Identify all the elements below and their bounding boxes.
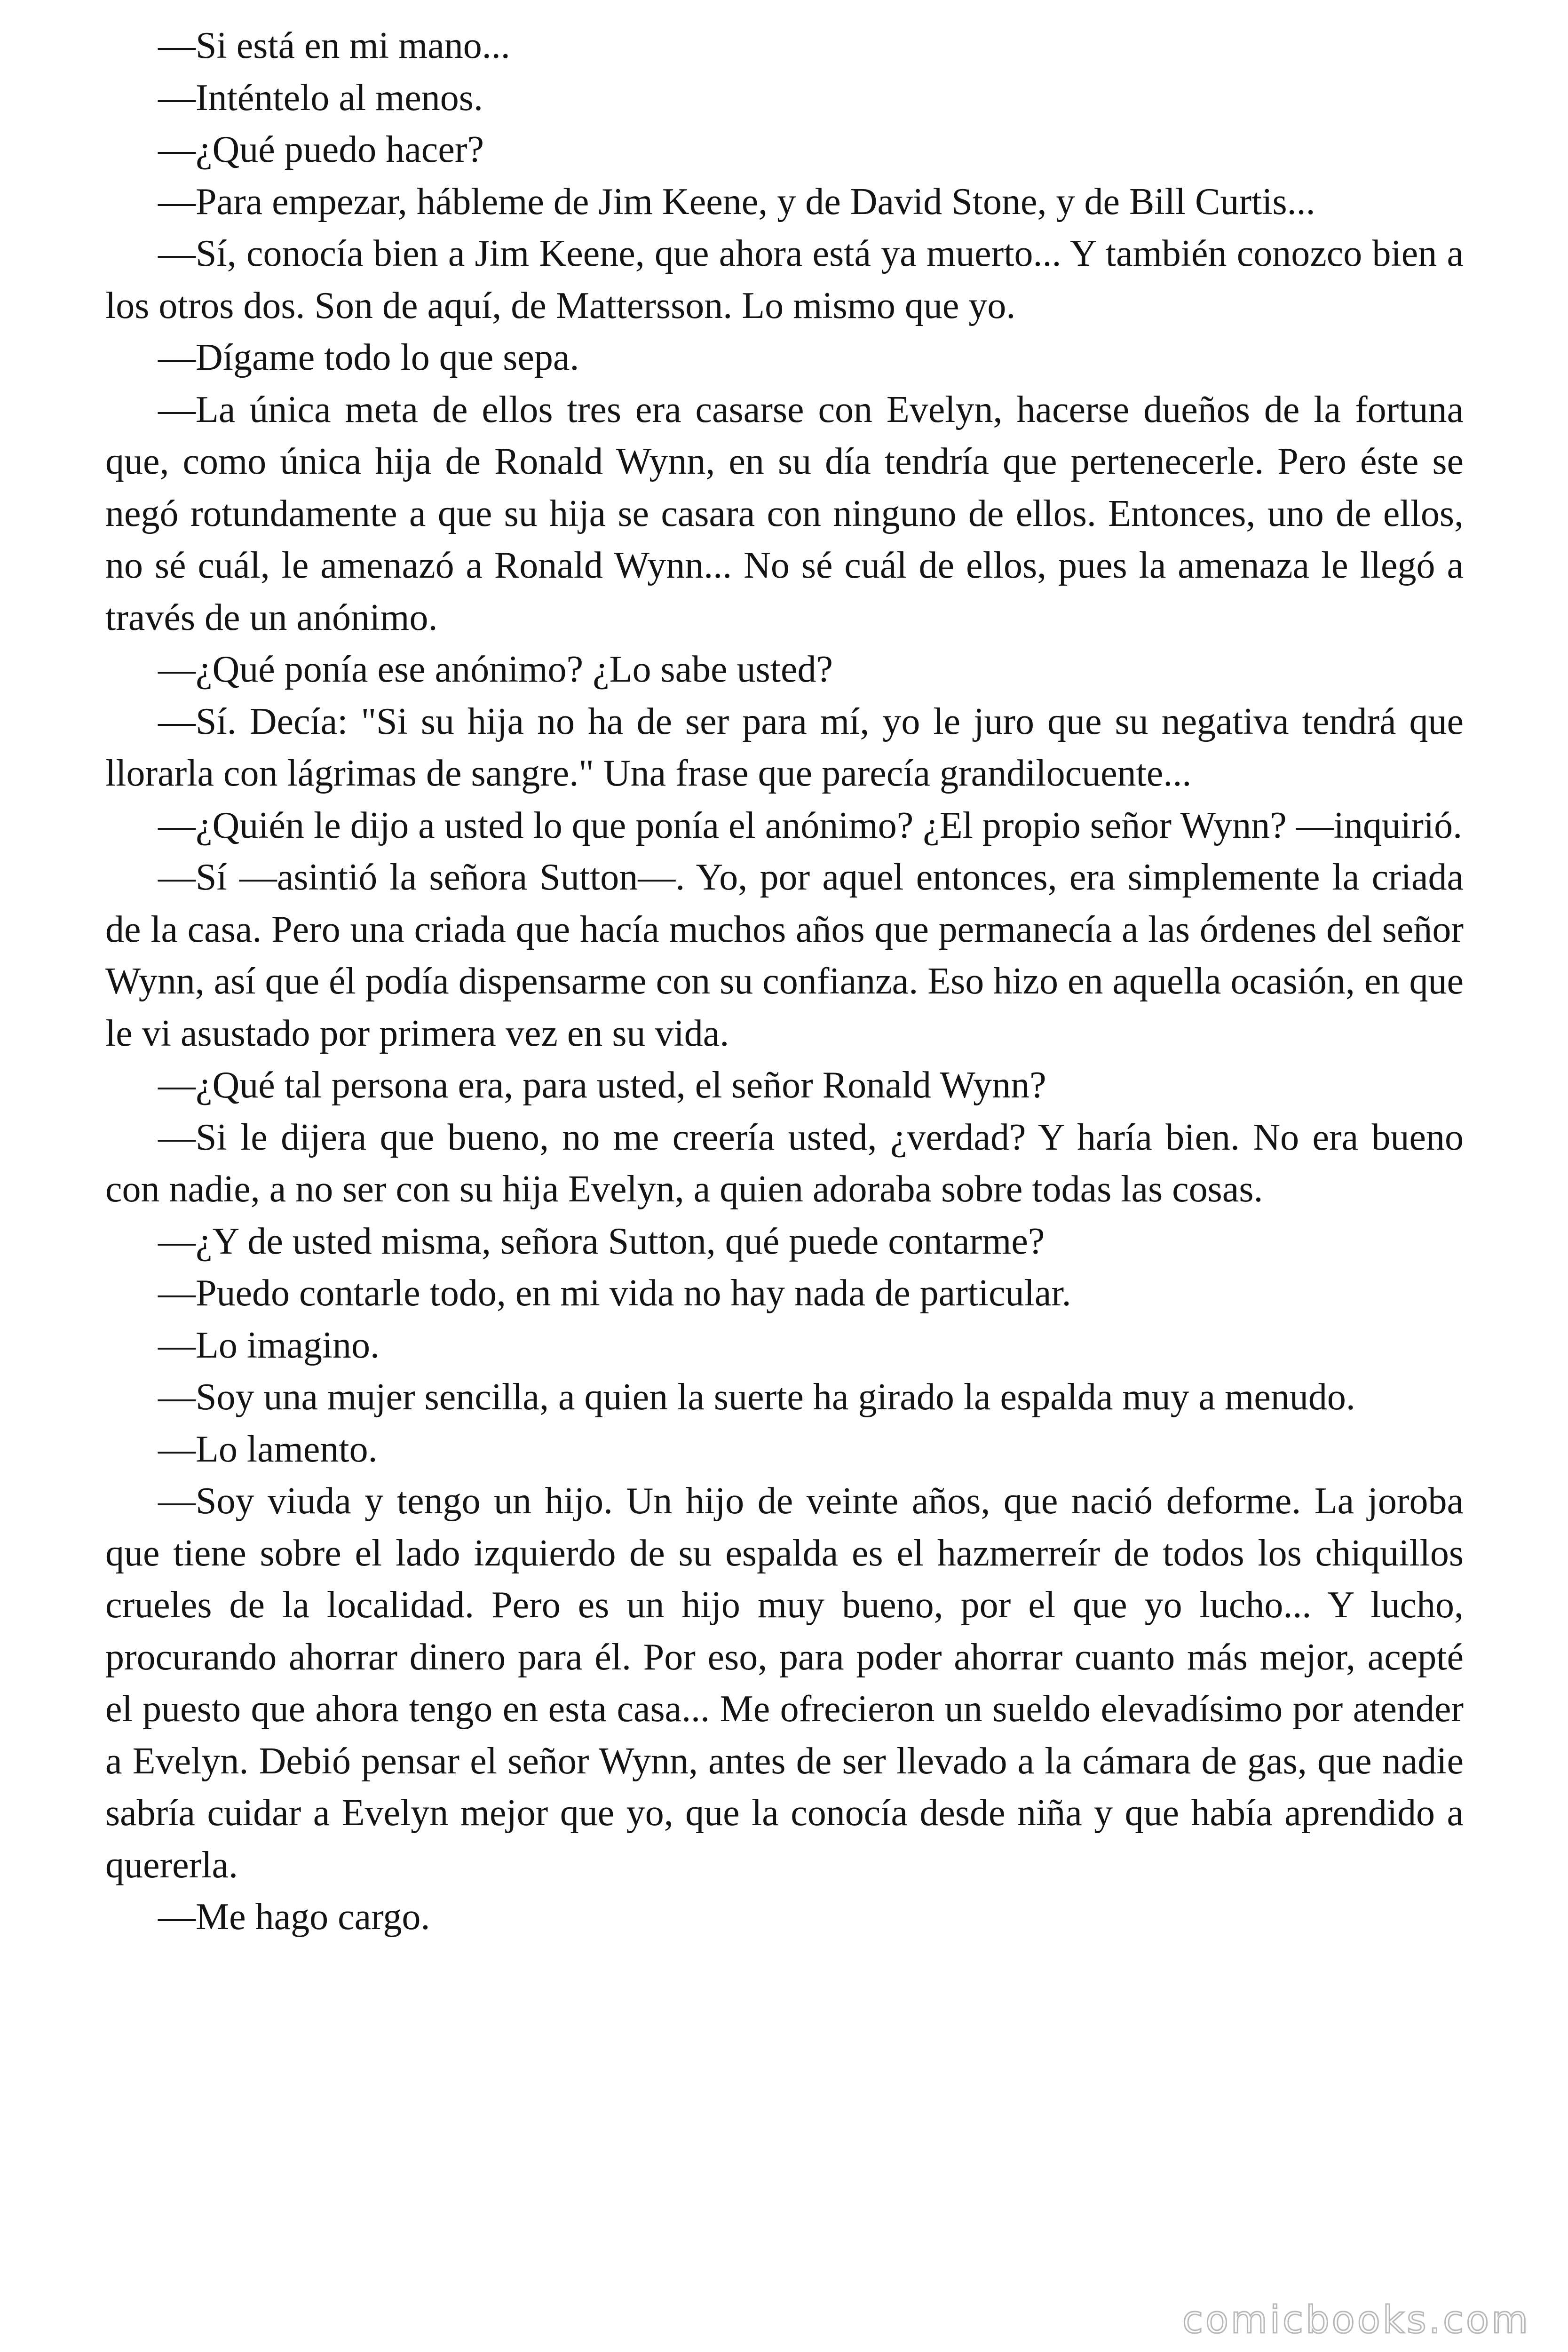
paragraph: —Sí. Decía: "Si su hija no ha de ser para mí, yo le juro que su negativa tendrá que llorarla con lágrimas de sangre." Una frase que parecía grandilocuente... <box>105 700 1464 794</box>
watermark-logo: comicbooks.com <box>1182 2298 1530 2342</box>
paragraph: —Soy viuda y tengo un hijo. Un hijo de veinte años, que nació deforme. La joroba que tiene sobre el lado izquierdo de su espalda es el hazmerreír de todos los chiquillos crueles de la localidad. Pero es un hijo muy bueno, por el que yo lucho... Y lucho, procurando ahorrar dinero para él. Por eso, para poder ahorrar cuanto más mejor, acepté el puesto que ahora tengo en esta casa... Me ofrecieron un sueldo elevadísimo por atender a Evelyn. Debió pensar el señor Wynn, antes de ser llevado a la cámara de gas, que nadie sabría cuidar a Evelyn mejor que yo, que la conocía desde niña y que había aprendido a quererla. <box>105 1480 1464 1886</box>
paragraph: —Sí, conocía bien a Jim Keene, que ahora está ya muerto... Y también conozco bien a los otros dos. Son de aquí, de Mattersson. Lo mismo que yo. <box>105 233 1464 326</box>
paragraph: —¿Quién le dijo a usted lo que ponía el anónimo? ¿El propio señor Wynn? —inquirió. <box>158 804 1463 846</box>
paragraph: —¿Y de usted misma, señora Sutton, qué puede contarme? <box>158 1220 1045 1262</box>
paragraph: —La única meta de ellos tres era casarse con Evelyn, hacerse dueños de la fortuna que, como única hija de Ronald Wynn, en su día tendría que pertenecerle. Pero éste se negó rotundamente a que su hija se casara con ninguno de ellos. Entonces, uno de ellos, no sé cuál, le amenazó a Ronald Wynn... No sé cuál de ellos, pues la amenaza le llegó a través de un anónimo. <box>105 389 1464 638</box>
paragraph: —Soy una mujer sencilla, a quien la suerte ha girado la espalda muy a menudo. <box>158 1376 1355 1418</box>
paragraph: —Si está en mi mano... <box>158 25 510 66</box>
paragraph: —Puedo contarle todo, en mi vida no hay nada de particular. <box>158 1272 1071 1314</box>
paragraph: —Si le dijera que bueno, no me creería usted, ¿verdad? Y haría bien. No era bueno con nadie, a no ser con su hija Evelyn, a quien adoraba sobre todas las cosas. <box>105 1116 1464 1210</box>
paragraph: —Lo imagino. <box>158 1324 380 1366</box>
paragraph: —¿Qué tal persona era, para usted, el señor Ronald Wynn? <box>158 1065 1046 1106</box>
book-page-text <box>105 20 1464 1943</box>
paragraph: —¿Qué puedo hacer? <box>158 129 484 170</box>
paragraph: —Para empezar, hábleme de Jim Keene, y de David Stone, y de Bill Curtis... <box>158 181 1315 222</box>
paragraph: —Lo lamento. <box>158 1428 378 1470</box>
paragraph: —Inténtelo al menos. <box>158 77 483 119</box>
paragraph: —Dígame todo lo que sepa. <box>158 337 579 378</box>
paragraph: —¿Qué ponía ese anónimo? ¿Lo sabe usted? <box>158 649 833 690</box>
paragraph: —Sí —asintió la señora Sutton—. Yo, por aquel entonces, era simplemente la criada de la casa. Pero una criada que hacía muchos años que permanecía a las órdenes del señor Wynn, así que él podía dispensarme con su confianza. Eso hizo en aquella ocasión, en que le vi asustado por primera vez en su vida. <box>105 857 1464 1054</box>
paragraph: —Me hago cargo. <box>158 1896 430 1938</box>
